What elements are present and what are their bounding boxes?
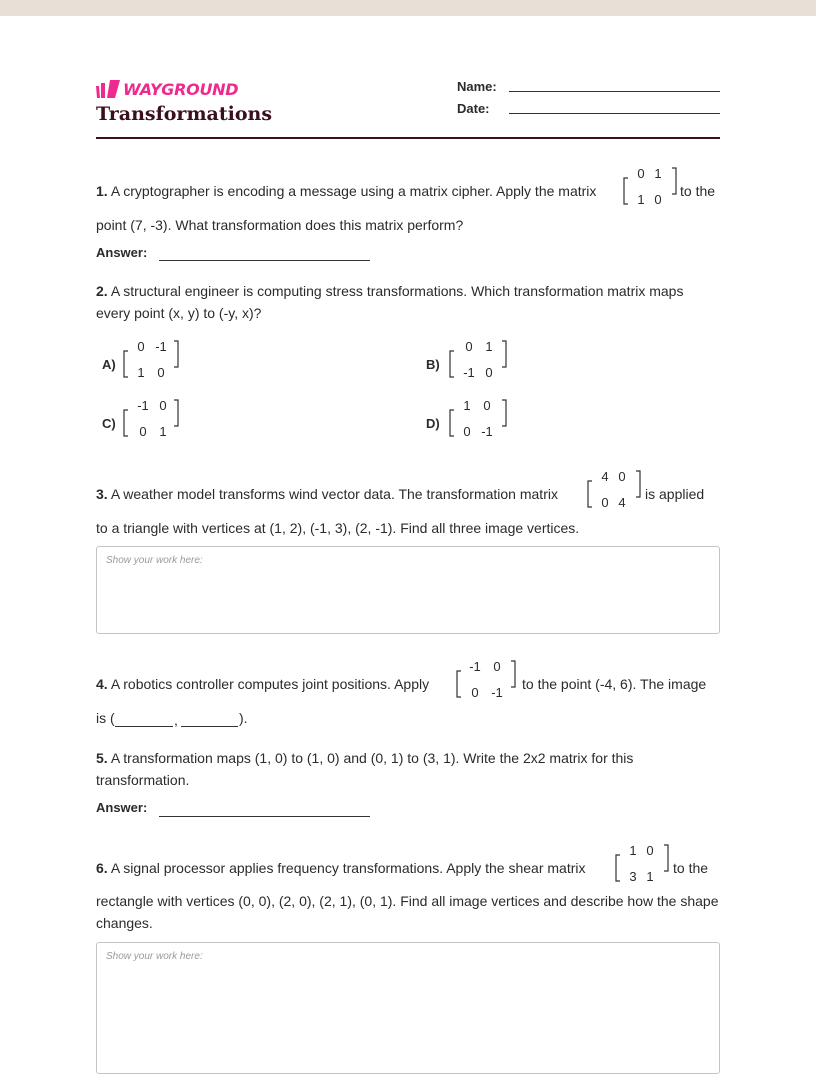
page-title: Transformations xyxy=(96,103,273,125)
option-b-matrix[interactable] xyxy=(447,337,509,381)
answer-label: Answer: xyxy=(96,800,148,815)
matrix-cell: 1 xyxy=(654,166,662,181)
question-text: A cryptographer is encoding a message using a matrix cipher. Apply the matrix xyxy=(110,183,597,199)
wayground-logo-icon xyxy=(96,80,120,98)
answer-blank-y[interactable] xyxy=(181,726,238,727)
matrix-cell: 4 xyxy=(618,495,626,510)
question-text: A signal processor applies frequency transformations. Apply the shear matrix xyxy=(110,860,586,876)
matrix-cell: 0 xyxy=(483,398,491,413)
matrix-cell: 0 xyxy=(465,339,473,354)
matrix-cell: 0 xyxy=(157,365,165,380)
question-1-matrix xyxy=(622,164,678,208)
question-text: ). xyxy=(239,710,248,726)
matrix-cell: -1 xyxy=(491,685,503,700)
matrix-cell: 0 xyxy=(601,495,609,510)
question-text: to the point (-4, 6). The image xyxy=(522,676,707,692)
question-text: to the xyxy=(680,183,716,199)
top-bar xyxy=(0,0,816,16)
matrix-cell: 1 xyxy=(159,424,167,439)
matrix-cell: -1 xyxy=(469,659,481,674)
question-text: A transformation maps (1, 0) to (1, 0) and (0, 1) to (3, 1). Write the 2x2 matrix for this transformation. xyxy=(96,750,634,788)
question-text: , xyxy=(174,712,178,728)
option-d-matrix[interactable] xyxy=(447,396,509,440)
option-d-letter[interactable]: D) xyxy=(426,416,440,431)
work-area-3[interactable] xyxy=(96,546,720,634)
question-4-matrix xyxy=(455,657,517,701)
question-text: A weather model transforms wind vector data. The transformation matrix xyxy=(110,486,558,502)
matrix-cell: -1 xyxy=(155,339,167,354)
question-text: to a triangle with vertices at (1, 2), (-1, 3), (2, -1). Find all three image vertices. xyxy=(96,520,580,536)
matrix-cell: 0 xyxy=(159,398,167,413)
question-number: 6. xyxy=(96,860,108,876)
question-text: is applied xyxy=(645,486,705,502)
matrix-cell: 4 xyxy=(601,469,609,484)
answer-label: Answer: xyxy=(96,245,148,260)
matrix-cell: 1 xyxy=(629,843,637,858)
option-c-letter[interactable]: C) xyxy=(102,416,116,431)
question-6-matrix xyxy=(614,841,670,885)
question-text: is ( xyxy=(96,710,115,726)
option-a-matrix[interactable] xyxy=(121,337,181,381)
matrix-cell: 0 xyxy=(485,365,493,380)
question-2 xyxy=(96,280,720,324)
question-1-line-1 xyxy=(96,182,596,200)
answer-field-5[interactable] xyxy=(159,816,370,817)
matrix-cell: 0 xyxy=(463,424,471,439)
matrix-cell: -1 xyxy=(481,424,493,439)
question-number: 5. xyxy=(96,750,108,766)
question-6-line-1 xyxy=(96,859,586,877)
option-b-letter[interactable]: B) xyxy=(426,357,440,372)
answer-field-1[interactable] xyxy=(159,260,370,261)
matrix-cell: 0 xyxy=(139,424,147,439)
answer-blank-x[interactable] xyxy=(115,726,173,727)
matrix-cell: 1 xyxy=(646,869,654,884)
matrix-cell: 0 xyxy=(646,843,654,858)
work-placeholder: Show your work here: xyxy=(106,951,203,962)
matrix-cell: 0 xyxy=(637,166,645,181)
brand-name: WAYGROUND xyxy=(123,79,239,99)
brand-logo xyxy=(96,79,238,99)
matrix-cell: 0 xyxy=(493,659,501,674)
question-4-line-1 xyxy=(96,675,429,693)
matrix-cell: 3 xyxy=(629,869,637,884)
matrix-cell: 0 xyxy=(618,469,626,484)
question-text: A robotics controller computes joint positions. Apply xyxy=(110,676,430,692)
question-text: to the xyxy=(673,860,709,876)
question-number: 3. xyxy=(96,486,108,502)
question-5 xyxy=(96,747,720,791)
matrix-cell: 1 xyxy=(137,365,145,380)
question-3-matrix xyxy=(586,467,642,511)
question-number: 1. xyxy=(96,183,108,199)
question-3-line-1 xyxy=(96,485,558,503)
name-field[interactable] xyxy=(509,91,720,92)
matrix-cell: -1 xyxy=(463,365,475,380)
question-number: 2. xyxy=(96,283,108,299)
matrix-cell: 1 xyxy=(637,192,645,207)
question-text: rectangle with vertices (0, 0), (2, 0), (2, 1), (0, 1). Find all image vertices and describe how the shape changes. xyxy=(96,893,719,931)
date-label: Date: xyxy=(457,101,490,116)
work-placeholder: Show your work here: xyxy=(106,555,203,566)
option-a-letter[interactable]: A) xyxy=(102,357,116,372)
matrix-cell: 1 xyxy=(463,398,471,413)
question-text: A structural engineer is computing stress transformations. Which transformation matrix maps every point (x, y) to (-y, x)? xyxy=(96,283,684,321)
question-text: point (7, -3). What transformation does this matrix perform? xyxy=(96,217,464,233)
work-area-6[interactable] xyxy=(96,942,720,1074)
matrix-cell: -1 xyxy=(137,398,149,413)
option-c-matrix[interactable] xyxy=(121,396,181,440)
matrix-cell: 0 xyxy=(137,339,145,354)
header-divider xyxy=(96,137,720,139)
matrix-cell: 0 xyxy=(471,685,479,700)
matrix-cell: 0 xyxy=(654,192,662,207)
question-number: 4. xyxy=(96,676,108,692)
name-label: Name: xyxy=(457,79,497,94)
date-field[interactable] xyxy=(509,113,720,114)
matrix-cell: 1 xyxy=(485,339,493,354)
